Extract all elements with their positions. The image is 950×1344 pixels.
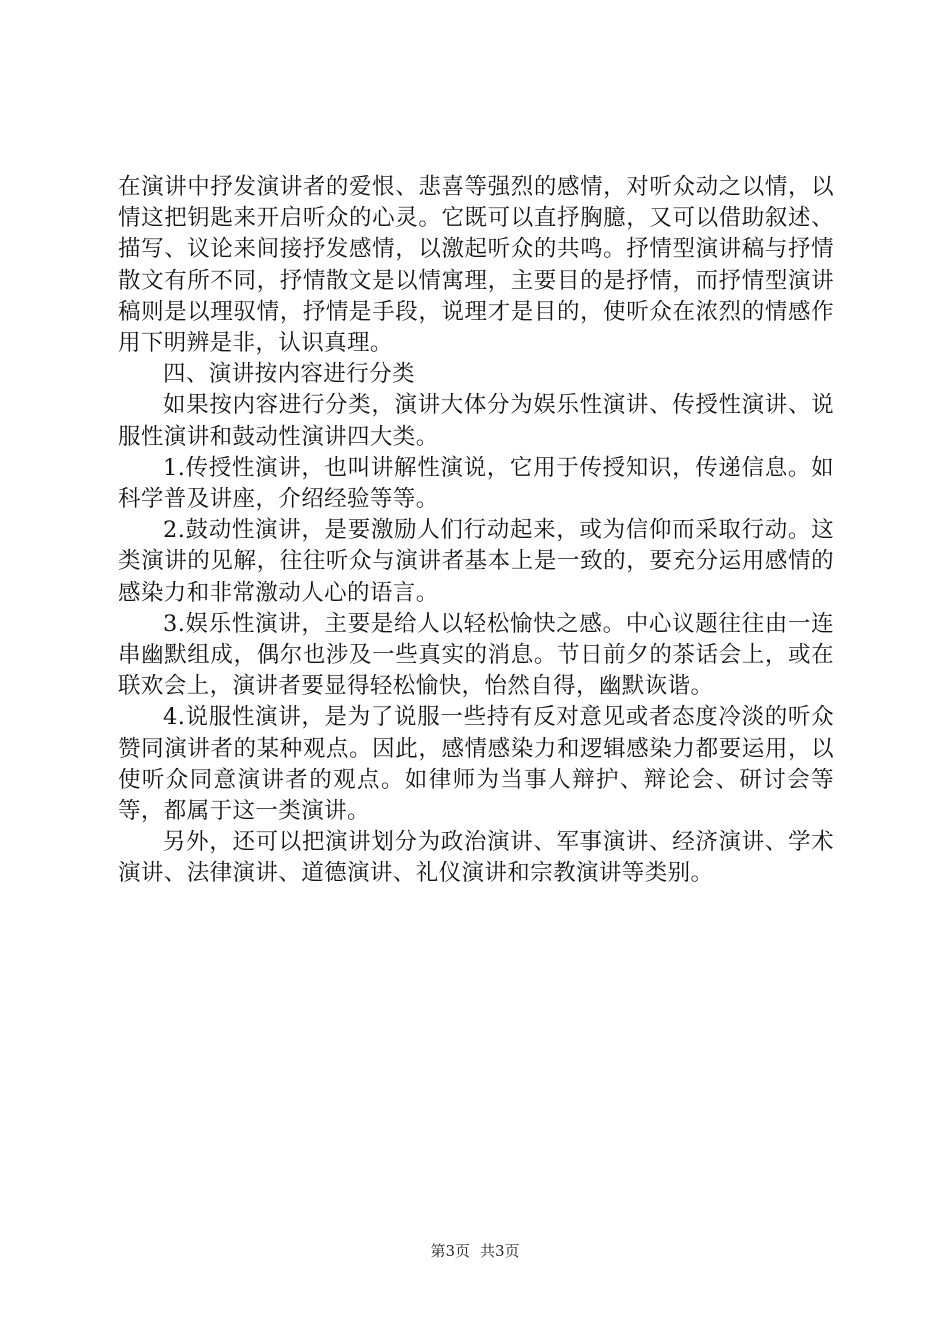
paragraph-content-classification: 如果按内容进行分类，演讲大体分为娱乐性演讲、传授性演讲、说服性演讲和鼓动性演讲四大类。	[118, 392, 834, 450]
list-item: 2.鼓动性演讲，是要激励人们行动起来，或为信仰而采取行动。这类演讲的见解，往往听众与演讲者基本上是一致的，要充分运用感情的感染力和非常激动人心的语言。	[118, 517, 834, 606]
page-total: 共3页	[480, 1242, 520, 1260]
paragraph-other-classification: 另外，还可以把演讲划分为政治演讲、军事演讲、经济演讲、学术演讲、法律演讲、道德演讲、礼仪演讲和宗教演讲等类别。	[118, 829, 834, 887]
list-item: 4.说服性演讲，是为了说服一些持有反对意见或者态度冷淡的听众赞同演讲者的某种观点。因此，感情感染力和逻辑感染力都要运用，以使听众同意演讲者的观点。如律师为当事人辩护、辩论会、研讨会等等，都属于这一类演讲。	[118, 704, 834, 825]
paragraph-lyrical-speech: 在演讲中抒发演讲者的爱恨、悲喜等强烈的感情，对听众动之以情，以情这把钥匙来开启听众的心灵。它既可以直抒胸臆，又可以借助叙述、描写、议论来间接抒发感情，以激起听众的共鸣。抒情型演讲稿与抒情散文有所不同，抒情散文是以情寓理，主要目的是抒情，而抒情型演讲稿则是以理驭情，抒情是手段，说理才是目的，使听众在浓烈的情感作用下明辨是非，认识真理。	[118, 174, 834, 357]
page-number: 第3页	[430, 1242, 470, 1260]
document-body	[118, 172, 834, 890]
list-item: 3.娱乐性演讲，主要是给人以轻松愉快之感。中心议题往往由一连串幽默组成，偶尔也涉及一些真实的消息。节日前夕的茶话会上，或在联欢会上，演讲者要显得轻松愉快，怡然自得，幽默诙谐。	[118, 610, 834, 700]
section-heading: 四、演讲按内容进行分类	[163, 361, 415, 388]
page-footer	[0, 1241, 950, 1261]
list-item: 1.传授性演讲，也叫讲解性演说，它用于传授知识，传递信息。如科学普及讲座，介绍经验等等。	[118, 454, 834, 513]
